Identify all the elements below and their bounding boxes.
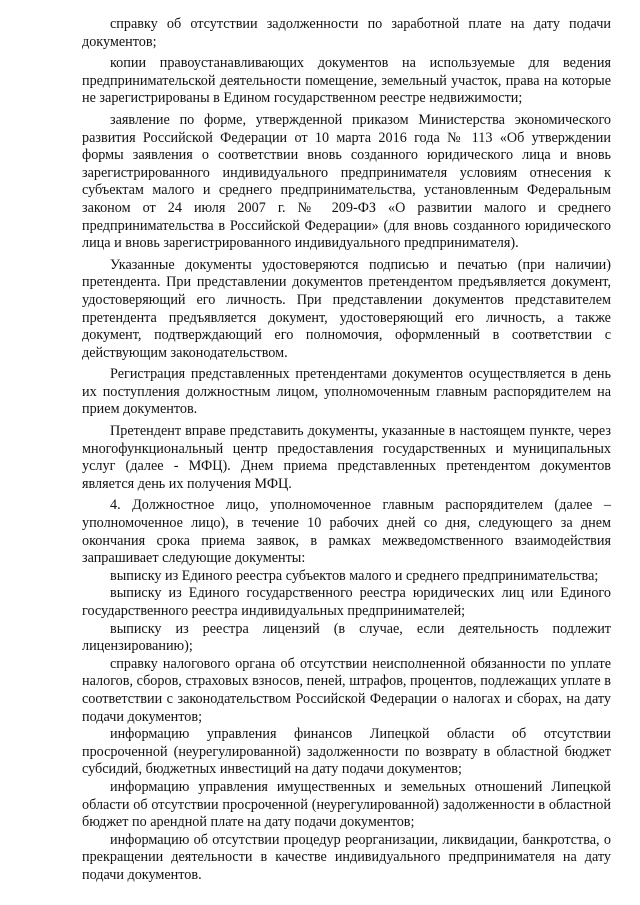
list-item-tax-certificate: справку налогового органа об отсутствии неисполненной обязанности по уплате налогов, сборов, страховых взносов, пеней, штрафов, процентов, подлежащих уплате в соответствии с законодательством Российской Федерации о налогах и сборах, на дату подачи документов; xyxy=(82,655,611,725)
paragraph-mfc-submission: Претендент вправе представить документы, указанные в настоящем пункте, через многофункциональный центр предоставления государственных и муниципальных услуг (далее - МФЦ). Днем приема представленных претендентом документов является день их получения МФЦ. xyxy=(82,423,611,492)
list-item-license-registry-extract: выписку из реестра лицензий (в случае, если деятельность подлежит лицензированию); xyxy=(82,620,611,655)
paragraph-salary-debt-certificate: справку об отсутствии задолженности по заработной плате на дату подачи документов; xyxy=(82,16,611,50)
document-page xyxy=(82,16,611,885)
list-item-property-department-info: информацию управления имущественных и земельных отношений Липецкой области об отсутствии просроченной (неурегулированной) задолженности в областной бюджет по арендной плате на дату подачи документов; xyxy=(82,778,611,831)
list-item-finance-department-info: информацию управления финансов Липецкой области об отсутствии просроченной (неурегулированной) задолженности по возврату в областной бюджет субсидий, бюджетных инвестиций на дату подачи документов; xyxy=(82,726,611,778)
paragraph-registration: Регистрация представленных претендентами документов осуществляется в день их поступления должностным лицом, уполномоченным главным распорядителем на прием документов. xyxy=(82,366,611,418)
list-item-egrul-extract: выписку из Единого государственного реестра юридических лиц или Единого государственного реестра индивидуальных предпринимателей; xyxy=(82,585,611,619)
paragraph-interagency-request: 4. Должностное лицо, уполномоченное главным распорядителем (далее – уполномоченное лицо), в течение 10 рабочих дней со дня, следующего за днем окончания срока приема заявок, в рамках межведомственного взаимодействия запрашивает следующие документы: xyxy=(82,497,611,567)
list-item-sme-registry-extract: выписку из Единого реестра субъектов малого и среднего предпринимательства; xyxy=(110,567,599,584)
list-item-no-bankruptcy-info: информацию об отсутствии процедур реорганизации, ликвидации, банкротства, о прекращении деятельности в качестве индивидуального предпринимателя на дату подачи документов. xyxy=(82,831,611,883)
paragraph-document-certification: Указанные документы удостоверяются подписью и печатью (при наличии) претендента. При представлении документов претендентом предъявляется документ, удостоверяющий его личность. При представлении документов представителем претендента предъявляется документ, удостоверяющий его личность, а также документ, подтверждающий его полномочия, оформленный в соответствии с действующим законодательством. xyxy=(82,256,611,361)
paragraph-title-documents: копии правоустанавливающих документов на используемые для ведения предпринимательской деятельности помещение, земельный участок, права на которые не зарегистрированы в Едином государственном реестре недвижимости; xyxy=(82,55,611,107)
paragraph-application-form: заявление по форме, утвержденной приказом Министерства экономического развития Российской Федерации от 10 марта 2016 года № 113 «Об утверждении формы заявления о соответствии вновь созданного юридического лица и вновь зарегистрированного индивидуального предпринимателя условиям отнесения к субъектам малого и среднего предпринимательства, установленным Федеральным законом от 24 июля 2007 г. № 209-ФЗ «О развитии малого и среднего предпринимательства в Российской Федерации» (для вновь созданного юридического лица и вновь зарегистрированного индивидуального предпринимателя). xyxy=(82,111,611,252)
